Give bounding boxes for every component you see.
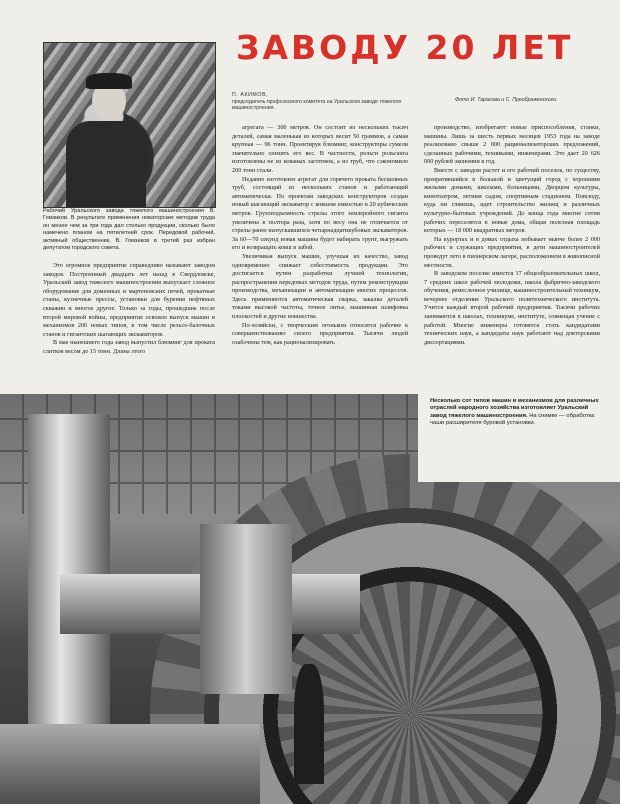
worker-cap xyxy=(86,73,132,89)
caption-bold: Несколько сот типов машин и механизмов для различных отраслей народного хозяйства изготовляет Уральский завод тяжелого машиностроения. xyxy=(430,398,599,419)
paragraph: По-хозяйски, с творческим огоньком относятся рабочие к совершенствованию своего предприятия. Тысячи людей озабочены тем, как рационализировать xyxy=(232,321,408,346)
author-byline xyxy=(232,92,432,112)
paragraph: В мае нынешнего года завод выпустил блюминг для проката слитков весом до 15 тонн. Длина этого xyxy=(43,339,215,355)
paragraph: В заводском поселке имеется 17 общеобразовательных школ, 7 средних школ рабочей молодежи, школа фабрично-заводского обучения, ремесленное училище, машиностроительный техникум, вечернее отделение Уральского политехнического института. Учится каждый второй рабочий предприятия. Тысячи рабочих занимаются в школах, техникуме, институте, совмещая учение с работой. Многие инженеры готовятся стать кандидатами технических наук, а кандидаты наук работают над докторскими диссертациями. xyxy=(424,270,600,346)
caption-rest: На снимке — обработка чаши расширителя буровой установки. xyxy=(430,412,595,427)
worker-body xyxy=(66,121,146,207)
paragraph: Вместе с заводом растет и его рабочий поселок, по существу, превратившийся в большой и цветущий город с хорошими жилыми домами, школами, больницами, Дворцом культуры, кинотеатром, летним садом, спортивным стадионом. Повсюду, куда ни глянешь, идет строительство жилищ и различных культурно-бытовых учреждений. До конца года многие сотни рабочих переселятся в новые дома, общая полезная площадь которых — 18 000 квадратных метров. xyxy=(424,166,600,235)
article-title: ЗАВОДУ 20 ЛЕТ xyxy=(236,28,574,67)
factory-photo xyxy=(0,394,620,804)
article-column-3 xyxy=(424,124,600,347)
factory-photo-caption xyxy=(430,398,602,428)
paragraph: агрегата — 300 метров. Он состоит из нескольких тысяч деталей, самая маленькая из которых весит 50 граммов, а самая крупная — 96 тонн. Проектируя блюминг, конструкторы сумели значительно снизить его вес. В частности, рольги рольганга изготовлены не из кованых заготовок, а из труб, что сэкономило 200 тонн стали. xyxy=(232,124,408,174)
paragraph: производство, изобретают новые приспособления, станки, машины. Лишь за шесть первых месяцев 1953 года на заводе реализовано свыше 2 000 рационализаторских предложений, сделанных рабочими, техниками, инженерами. Это дает 20 626 000 рублей экономии в год. xyxy=(424,124,600,166)
worker-photo xyxy=(43,42,216,208)
article-column-1 xyxy=(43,262,215,357)
article-column-2 xyxy=(232,124,408,347)
paragraph: На курортах и в домах отдыха побывает нынче более 2 000 рабочих и служащих предприятия, в дети машиностроителей проведут лето в пионерском лагере, расположенном в живописной местности. xyxy=(424,235,600,269)
paragraph: Недавно изготовлен агрегат для горячего проката бесшовных труб, состоящий из нескольких станов и работающий автоматически. По проектам заводских конструкторов создан новый шагающий экскаватор с ковшом емкостью в 20 кубических метров. Грузоподъемность стрелы этого землеройного гиганта увеличена в полтора раза, хотя по весу она не отличается от стрелы ранее выпускавшихся четырнадцатикубовых экскаваторов. За 60—70 секунд новая машина будет набирать грунт, выгружать его и возвращать ковш в забой. xyxy=(232,175,408,252)
machine-base xyxy=(0,724,260,804)
machine-head xyxy=(200,524,292,694)
paragraph: Увеличивая выпуск машин, улучшая их качество, завод одновременно снижает себестоимость продукции. Это достигается путем разработки лучшей технологии, распространения передовых методов труда, путем реконструкции производства, механизации и автоматизации многих процессов. Здесь применяются автоматическая сварка, закалка деталей токами высокой частоты, точное литье, машинная шлифовка плоскостей и другие новшества. xyxy=(232,252,408,321)
photo-credit: Фото И. Тарасова и С. Преображенского. xyxy=(455,97,558,103)
author-name: П. АКИМОВ, xyxy=(232,92,269,98)
author-role: председатель профсоюзного комитета на Уральском заводе тяжелого машиностроения. xyxy=(232,98,402,112)
worker-figure xyxy=(294,664,324,784)
worker-photo-caption: Рабочий Уральского завода тяжелого машиностроения В. Гомзиков. В результате применения новаторских методов труда он менее чем за три года дал столько продукции, сколько было намечено планом на пятилетний срок. Передовой рабочий, активный общественник, В. Гомзиков в третий раз избран депутатом городского совета. xyxy=(43,208,215,252)
paragraph: Это огромное предприятие справедливо называют заводом заводов. Построенный двадцать лет назад в Свердловске, Уральский завод тяжелого машиностроения выпускает сложное оборудование для доменных и мартеновских печей, прокатные станы, кузнечные прессы, установки для бурения нефтяных скважин и многое другое. Только за годы, прошедшие после второй мировой войны, предприятие освоило выпуск машин и механизмов 200 новых типов, в том числе рельсо-балочных станов и гигантских шагающих экскаваторов. xyxy=(43,262,215,338)
